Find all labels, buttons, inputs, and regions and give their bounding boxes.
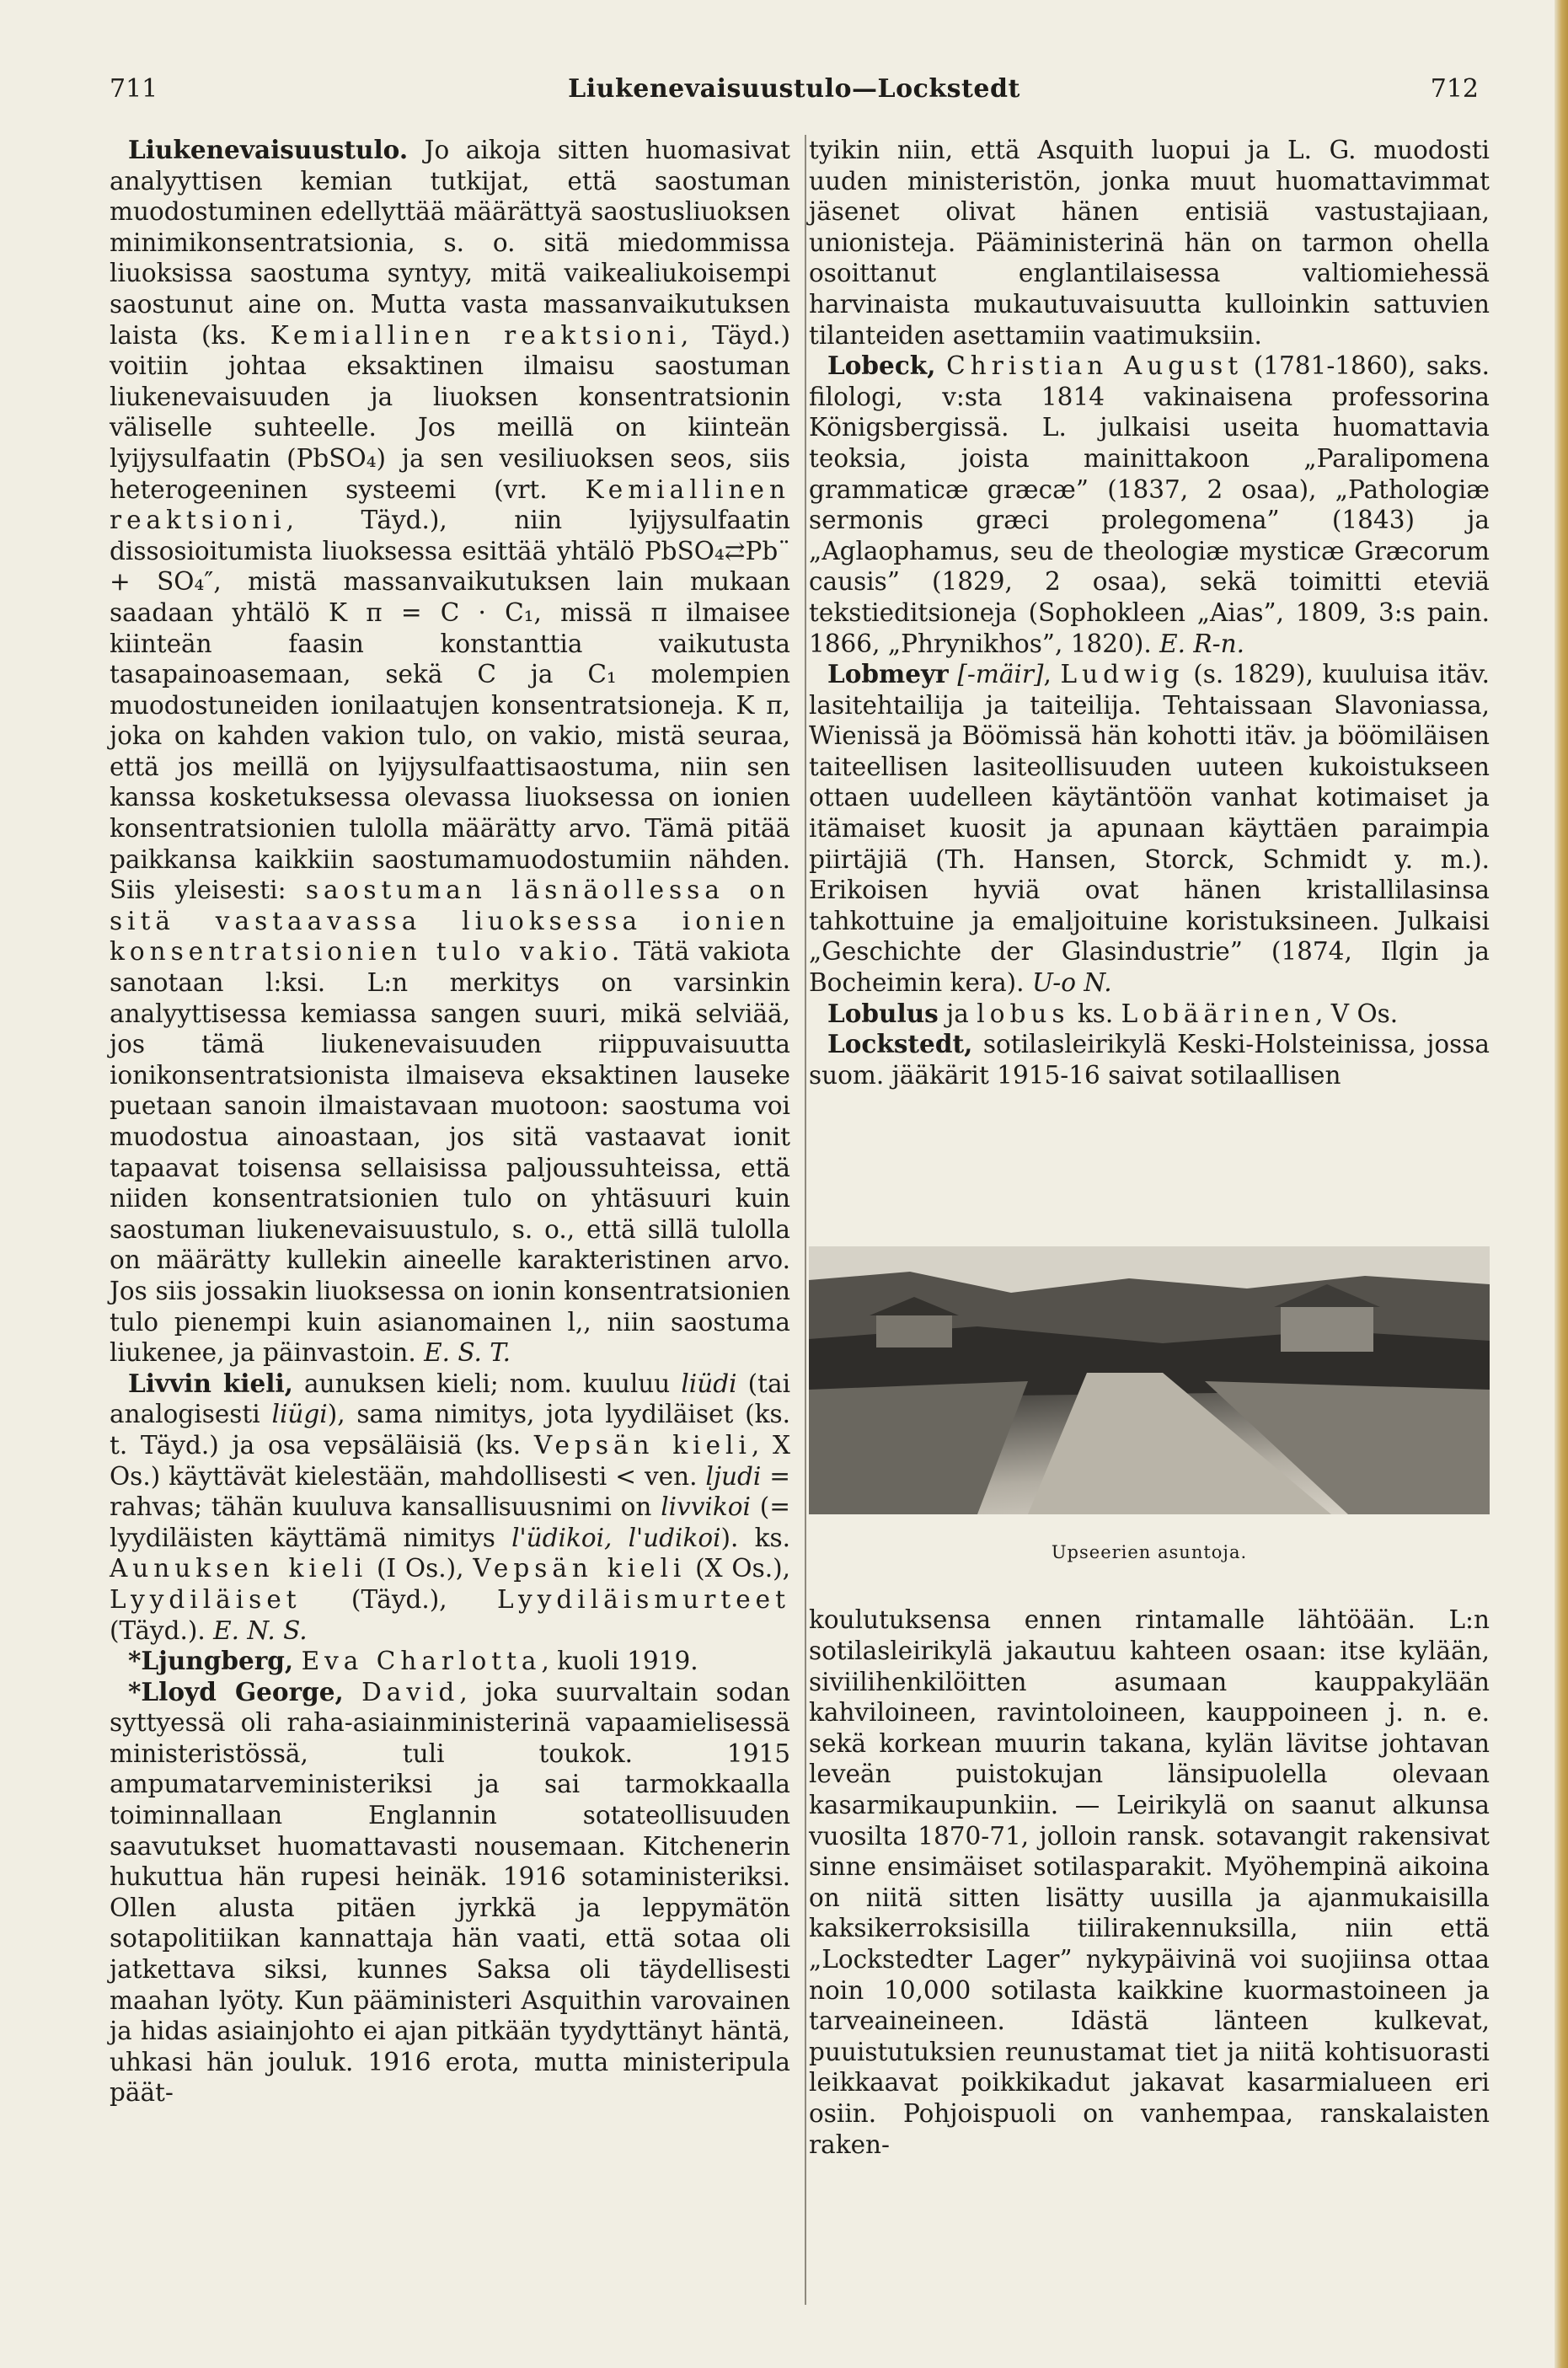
entry-text: ja xyxy=(938,999,977,1028)
entry-text xyxy=(293,1647,301,1675)
headword: Livvin kieli, xyxy=(128,1368,293,1398)
entry-text: Jo aikoja sitten huomasivat analyyttisen kemian tutkijat, että saostuman muodostuminen edellyttää määrättyä saostusliuoksen minimikonsentratsionia, s. o. sitä miedommissa liuoksissa saostuma syntyy, mitä vaikealiukoisempi saostunut aine on. Mutta vasta massanvaikutuksen laista (ks. xyxy=(110,136,790,350)
cross-reference: Aunuksen kieli xyxy=(110,1554,368,1583)
author-signature: E. N. S. xyxy=(213,1615,308,1645)
entry-text: ks. xyxy=(1069,999,1121,1028)
author-signature: U-o N. xyxy=(1031,968,1112,998)
headword: Lobulus xyxy=(827,998,939,1028)
entry-text: (Täyd.). xyxy=(110,1615,206,1645)
cross-reference: Kemiallinen reaktsioni xyxy=(270,320,681,350)
entry-text: , X Os.) käyttävät kielestään, mahdollisesti < ven. xyxy=(110,1430,791,1491)
entry-lobmeyr xyxy=(809,659,1490,999)
photo-sketch xyxy=(809,1246,1490,1514)
page-edge xyxy=(1555,0,1568,2368)
right-column xyxy=(809,135,1490,2160)
entry-text: aunuksen kieli; nom. kuuluu xyxy=(292,1369,682,1398)
person-name: Eva Charlotta xyxy=(301,1647,542,1676)
cross-reference: Lobäärinen xyxy=(1121,999,1316,1028)
entry-text: (X Os.), xyxy=(686,1554,790,1583)
page-header xyxy=(110,74,1479,116)
headword: *Lloyd George, xyxy=(128,1676,344,1706)
cross-reference: Vepsän kieli xyxy=(473,1554,687,1583)
headword: *Ljungberg, xyxy=(128,1646,294,1676)
entry-text: (s. 1829), kuuluisa itäv. lasitehtailija ja taiteilija. Tehtaissaan Slavoniassa, Wienissä ja Böömissä hän kohotti itäv. ja böömiläisen taiteellisen lasiteollisuuden uuteen kukoistukseen ottaen uudelleen käytäntöön vanhat kotimaiset ja itämaiset kuosit ja apunaan käyttäen paraimpia piirtäjiä (Th. Hansen, Storck, Schmidt y. m.). Erikoisen hyviä ovat hänen kristallilasinsa tahkottuine ja emaljoituine koristuksineen. Julkaisi „Geschichte der Glasindustrie” (1874, Ilgin ja Bocheimin kera). xyxy=(809,660,1490,998)
entry-text: ), sama nimitys, jota lyydiläiset (ks. t. Täyd.) ja osa vepsäläisiä (ks. xyxy=(110,1400,790,1460)
pronunciation: [-mäir] xyxy=(957,660,1044,689)
entry-text: Tätä vakiota sanotaan l:ksi. L:n merkitys on varsinkin analyyttisessa kemiassa sangen suuri, mikä selviää, jos tämä liukenevaisuuden riippuvaisuutta ionikonsentratsionista ilmaiseva eksaktinen lauseke puetaan sanoin ilmaistavaan muotoon: saostuma voi muodostua ainoastaan, jos sitä vastaavat ionit tapaavat toisensa sellaisissa paljoussuhteissa, että niiden konsentratsionien tulo on yhtäsuuri kuin saostuman liukenevaisuustulo, s. o., että sillä tulolla on määrätty kullekin aineelle karakteristinen arvo. Jos siis jossakin liuoksessa on ionin konsentratsionien tulo pienempi kuin asianomainen l,, niin saostuma liukenee, ja päinvastoin. xyxy=(110,937,790,1368)
entry-lockstedt xyxy=(809,1029,1490,1090)
author-signature: E. S. T. xyxy=(424,1338,511,1368)
entry-lobeck xyxy=(809,351,1490,659)
person-name: Ludwig xyxy=(1060,660,1185,689)
italic-term: ljudi xyxy=(705,1461,762,1491)
entry-text: = rahvas; tähän kuuluva kansallisuusnimi on xyxy=(110,1461,790,1522)
entry-text: , kuoli 1919. xyxy=(541,1647,698,1676)
entry-lobulus xyxy=(809,999,1490,1030)
entry-text xyxy=(936,351,947,380)
cross-reference: Lyydiläismurteet xyxy=(496,1584,790,1614)
entry-text: (I Os.), xyxy=(367,1554,474,1583)
person-name: Christian August xyxy=(946,351,1244,381)
headword: Liukenevaisuustulo. xyxy=(128,135,409,164)
cross-reference: Vepsän kieli xyxy=(533,1430,752,1460)
person-name: David xyxy=(361,1677,460,1706)
italic-term: livvikoi xyxy=(661,1492,751,1522)
cross-reference: Kemiallinen reaktsioni xyxy=(110,474,790,535)
entry-text: , V Os. xyxy=(1315,999,1399,1028)
entry-text: (= lyydiläisten käyttämä nimitys xyxy=(110,1492,790,1552)
entry-text: ). ks. xyxy=(720,1523,791,1552)
running-title: Liukenevaisuustulo—Lockstedt xyxy=(568,74,1020,104)
figure-upseerien-asuntoja xyxy=(809,1090,1490,1605)
cross-reference: lobus xyxy=(977,999,1070,1028)
entry-text: , xyxy=(1043,660,1061,689)
entry-text: (Täyd.), xyxy=(301,1584,497,1614)
entry-liukenevaisuustulo xyxy=(110,135,790,1369)
entry-text xyxy=(344,1678,361,1706)
column-rule xyxy=(805,135,806,2305)
headword: Lockstedt, xyxy=(827,1029,973,1059)
entry-text: , Täyd.), niin lyijysulfaatin dissosioitumista liuoksessa esittää yhtälö PbSO₄⇄Pb¨ + SO₄″, mistä massanvaikutuksen lain mukaan saadaan yhtälö K π = C · C₁, missä π ilmaisee kiinteän faasin konstanttia vaikutusta tasapainoasemaan, sekä C ja C₁ molempien muodostuneiden ionilaatujen konsentratsioneja. K π, joka on kahden vakion tulo, on vakio, mistä seuraa, että jos meillä on lyijysulfaattisaostuma, niin sen kanssa kosketuksessa olevassa liuoksessa on ionien konsentratsionien tulolla määrätty arvo. Tämä pitää paikkansa kaikkiin saostumamuodostumiin nähden. Siis yleisesti: xyxy=(110,506,790,905)
continued-text: tyikin niin, että Asquith luopui ja L. G. muodosti uuden ministeristön, jonka muut huomattavimmat jäsenet olivat hänen entisiä vastustajiaan, unionisteja. Pääministerinä hän on tarmon ohella osoittanut englantilaisessa valtiomiehessä harvinaista mukautuvaisuutta kulloinkin sattuvien tilanteiden asettamiin vaatimuksiin. xyxy=(809,136,1490,350)
entry-text: (tai analogisesti xyxy=(110,1369,790,1429)
italic-term: l'üdikoi, l'udikoi xyxy=(511,1523,721,1552)
entry-ljungberg xyxy=(110,1646,790,1677)
cross-reference: Lyydiläiset xyxy=(110,1584,302,1614)
entry-text: , joka suurvaltain sodan syttyessä oli raha-asiainministerinä vapaamielisessä ministeristössä, tuli toukok. 1915 ampumatarveministeriksi ja sai tarmokkaalla toiminnallaan Englannin sotateollisuuden saavutukset huomattavasti nousemaan. Kitchenerin hukuttua hän rupesi heinäk. 1916 sotaministeriksi. Ollen alusta pitäen jyrkkä ja leppymätön sotapolitiikan kannattaja hän vaati, että sotaa oli jatkettava siksi, kunnes Saksa oli täydellisesti maahan lyöty. Kun pääministeri Asquithin varovainen ja hidas asiainjohto ei ajan pitkään tyydyttänyt häntä, uhkasi hän jouluk. 1916 erota, mutta ministeripula päät- xyxy=(110,1677,790,2108)
entry-text: sotilasleirikylä Keski-Holsteinissa, jossa suom. jääkärit 1915-16 saivat sotilaallisen xyxy=(809,1030,1490,1090)
entry-text: , Täyd.) voitiin johtaa eksaktinen ilmaisu saostuman liukenevaisuuden ja liuoksen konsentratsionin väliselle suhteelle. Jos meillä on kiinteän lyijysulfaatin (PbSO₄) ja sen vesiliuoksen seos, siis heterogeeninen systeemi (vrt. xyxy=(110,320,790,504)
page-number-right: 712 xyxy=(1430,74,1479,104)
figure-caption: Upseerien asuntoja. xyxy=(1051,1542,1248,1563)
entry-text: (1781-1860), saks. filologi, v:sta 1814 vakinaisena professorina Königsbergissä. L. julkaisi useita huomattavia teoksia, joista mainittakoon „Paralipomena grammaticæ græcæ” (1837, 2 osaa), „Pathologiæ sermonis græci prolegomena” (1843) ja „Aglaophamus, seu de theologiæ mysticæ Græcorum causis” (1829, 2 osaa), sekä toimitti eteviä tekstieditsioneja (Sophokleen „Aias”, 1809, 3:s pain. 1866, „Phrynikhos”, 1820). xyxy=(809,351,1490,658)
italic-term: liüdi xyxy=(681,1369,737,1398)
headword: Lobmeyr xyxy=(827,659,949,689)
emphasis-spaced: saostuman läsnäollessa on sitä vastaavassa liuoksessa ionien konsentratsionien tulo vakio. xyxy=(110,876,790,967)
continued-text: koulutuksensa ennen rintamalle lähtöään. L:n sotilasleirikylä jakautuu kahteen osaan: itse kylään, siviilihenkilöitten asumaan kauppakylään kahviloineen, ravintoloineen, kauppoineen j. n. e. sekä korkean muurin takana, kylän lävitse johtavan leveän puistokujan länsipuolella olevaan kasarmikaupunkiin. — Leirikylä on saanut alkunsa vuosilta 1870-71, jolloin ransk. sotavangit rakensivat sinne ensimäiset sotilasparakit. Myöhempinä aikoina on niitä sitten lisätty uusilla ja ajanmukaisilla kaksikerroksisilla tiilirakennuksilla, niin että „Lockstedter Lager” nykypäivinä voi suojiinsa ottaa noin 10,000 sotilasta kaikkine kuormastoineen ja tarveaineineen. Idästä länteen kulkevat, puuistutuksien reunustamat tiet ja niitä kohtisuorasti leikkaavat poikkikadut jakavat kasarmialueen eri osiin. Pohjoispuoli on vanhempaa, ranskalaisten raken- xyxy=(809,1605,1490,2159)
author-signature: E. R-n. xyxy=(1159,629,1244,658)
headword: Lobeck, xyxy=(827,351,936,381)
left-column xyxy=(110,135,790,2108)
entry-lloyd-george xyxy=(110,1677,790,2108)
entry-livvin-kieli xyxy=(110,1369,790,1646)
entry-text xyxy=(949,660,958,688)
photograph xyxy=(809,1246,1490,1514)
italic-term: liügi xyxy=(271,1400,328,1429)
page-number-left: 711 xyxy=(110,74,158,104)
